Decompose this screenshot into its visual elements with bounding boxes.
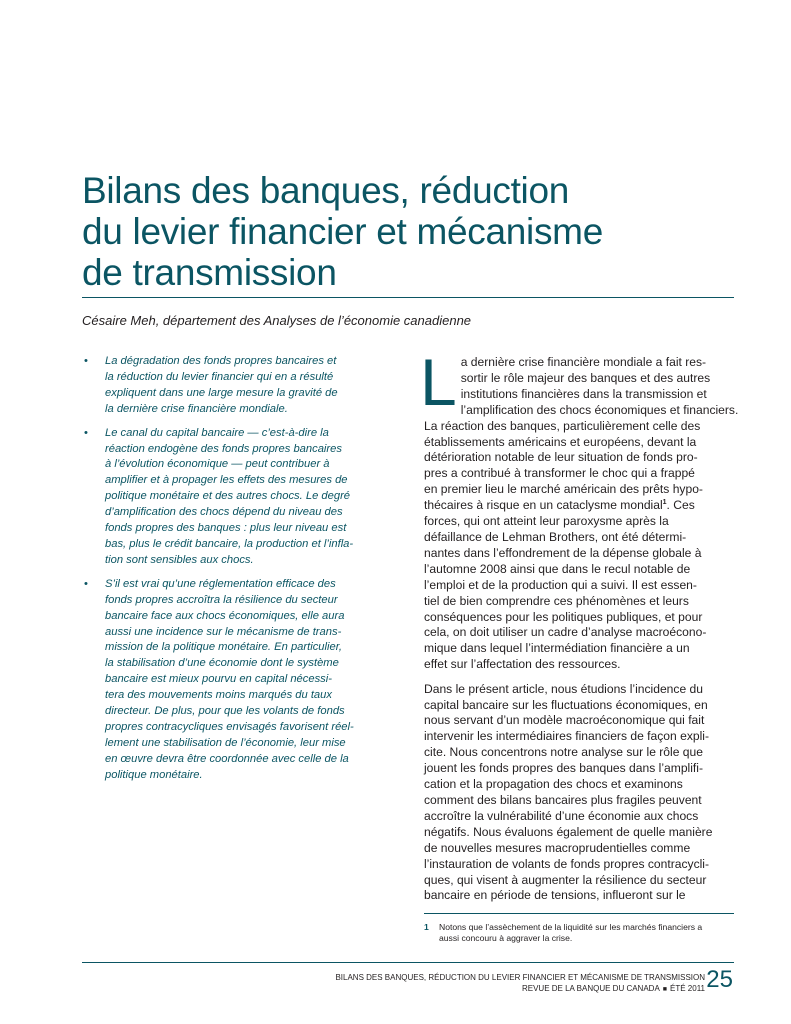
title-divider	[82, 297, 734, 298]
body-line: négatifs. Nous évaluons également de quelle manière	[424, 824, 713, 839]
summary-bullet	[82, 426, 392, 569]
footnote-line: aussi concouru à aggraver la crise.	[439, 933, 573, 943]
summary-bullets	[82, 354, 392, 792]
summary-line: directeur. De plus, pour que les volants de fonds	[105, 705, 345, 718]
body-line: comment des bilans bancaires plus fragiles peuvent	[424, 792, 702, 807]
body-paragraph	[420, 345, 739, 673]
summary-line: aussi une incidence sur le mécanisme de trans-	[105, 625, 342, 638]
summary-line: fonds propres accroîtra la résilience du secteur	[105, 593, 338, 606]
body-line: établissements américains et européens, devant la	[424, 434, 697, 449]
separator-square: ■	[662, 986, 668, 993]
summary-line: mission de la politique monétaire. En particulier,	[105, 641, 342, 654]
body-line: accroître la vulnérabilité d’une économie aux chocs	[424, 808, 699, 823]
body-line: cite. Nous concentrons notre analyse sur le rôle que	[424, 745, 703, 760]
body-line: nous servant d’un modèle macroéconomique qui fait	[424, 713, 705, 728]
body-line: l’amplification des chocs économiques et financiers.	[460, 402, 739, 417]
body-line: de nouvelles mesures macroprudentielles comme	[424, 840, 691, 855]
summary-line: expliquent dans une large mesure la gravité de	[105, 386, 338, 399]
body-line: capital bancaire sur les fluctuations économiques, en	[424, 697, 708, 712]
summary-line: propres contracycliques envisagés favorisent réel-	[105, 720, 354, 733]
summary-line: en œuvre devra être coordonnée avec celle de la	[105, 752, 349, 765]
body-line: nantes dans l’effondrement de la dépense globale à	[424, 545, 702, 560]
summary-line: à l’évolution économique — peut contribuer à	[105, 458, 330, 471]
summary-line: bancaire est mieux pourvu en capital nécessi-	[105, 673, 332, 686]
body-line: pres a contribué à transformer le choc qui a frappé	[424, 466, 695, 481]
body-line: conséquences pour les politiques publiques, et pour	[424, 609, 703, 624]
body-line	[424, 498, 736, 514]
body-line-text: . Ces	[666, 498, 695, 513]
summary-line: la stabilisation d’une économie dont le système	[105, 657, 339, 670]
body-line: cation et la propagation des chocs et examinons	[424, 777, 683, 792]
summary-bullet	[82, 577, 392, 784]
issue-label: ÉTÉ 2011	[670, 984, 705, 993]
publication-line	[335, 983, 705, 995]
summary-line: • S’il est vrai qu’une réglementation efficace des	[105, 577, 336, 590]
body-line: forces, qui ont atteint leur paroxysme après la	[424, 514, 669, 529]
summary-line: réaction endogène des fonds propres bancaires	[105, 442, 342, 455]
body-line: jouent les fonds propres des banques dans l’amplifi-	[424, 761, 703, 776]
footer-divider	[82, 962, 734, 963]
footnote-text	[424, 922, 736, 944]
body-line: en premier lieu le marché américain des prêts hypo-	[424, 482, 703, 497]
body-line: tiel de bien comprendre ces phénomènes et leurs	[424, 593, 689, 608]
summary-line: politique monétaire et des autres chocs. Le degré	[105, 490, 351, 503]
summary-line: lement une stabilisation de l’économie, leur mise	[105, 736, 346, 749]
article-title	[82, 170, 722, 293]
body-line: effet sur l’affectation des ressources.	[424, 657, 621, 672]
page-number: 25	[706, 966, 733, 993]
footnote-number: 1	[424, 922, 429, 932]
body-line: l’instauration de volants de fonds propres contracycli-	[424, 856, 710, 871]
title-line: Bilans des banques, réduction	[82, 170, 570, 211]
drop-cap: L	[420, 345, 457, 419]
body-line-text: thécaires à risque en un cataclysme mondial	[424, 498, 663, 513]
body-line: l’emploi et de la production qui a suivi. Il est essen-	[424, 577, 697, 592]
body-line: détérioration notable de leur situation de fonds pro-	[424, 450, 698, 465]
footnote-ref[interactable]: 1	[662, 499, 667, 507]
body-text	[420, 345, 739, 913]
summary-line: d’amplification des chocs dépend du niveau des	[105, 506, 343, 519]
title-line: de transmission	[82, 252, 337, 293]
footnote-line: Notons que l’assèchement de la liquidité sur les marchés financiers a	[439, 922, 703, 932]
body-paragraph	[424, 682, 736, 905]
summary-line: fonds propres des banques : plus leur niveau est	[105, 522, 347, 535]
author-line: Césaire Meh, département des Analyses de l’économie canadienne	[82, 313, 472, 328]
summary-line: tion sont sensibles aux chocs.	[105, 553, 254, 566]
body-line: intervenir les intermédiaires financiers de façon expli-	[424, 729, 710, 744]
title-line: du levier financier et mécanisme	[82, 211, 603, 252]
body-line: mique dans lequel l’intermédiation financière a un	[424, 641, 690, 656]
body-line: Dans le présent article, nous étudions l’incidence du	[424, 681, 703, 696]
summary-line: la réduction du levier financier qui en a résulté	[105, 370, 334, 383]
summary-line: • Le canal du capital bancaire — c’est-à-dire la	[105, 426, 329, 439]
summary-line: bancaire face aux chocs économiques, elle aura	[105, 609, 345, 622]
body-line: ques, qui visent à augmenter la résilience du secteur	[424, 872, 707, 887]
summary-bullet	[82, 354, 392, 418]
body-line: l’automne 2008 ainsi que dans le recul notable de	[424, 561, 691, 576]
summary-line: • La dégradation des fonds propres bancaires et	[105, 355, 337, 367]
summary-line: bas, plus le crédit bancaire, la production et l’infla-	[105, 537, 354, 550]
running-title: BILANS DES BANQUES, RÉDUCTION DU LEVIER FINANCIER ET MÉCANISME DE TRANSMISSION	[335, 973, 705, 982]
body-line: bancaire en période de tensions, influeront sur le	[424, 888, 686, 903]
publication-name: REVUE DE LA BANQUE DU CANADA	[521, 984, 660, 993]
running-footer	[335, 972, 705, 995]
summary-line: amplifier et à propager les effets des mesures de	[105, 474, 348, 487]
body-line: défaillance de Lehman Brothers, ont été détermi-	[424, 529, 687, 544]
summary-line: politique monétaire.	[105, 768, 203, 781]
footnote-divider	[424, 913, 734, 914]
body-line: institutions financières dans la transmission et	[460, 386, 707, 401]
summary-line: tera des mouvements moins marqués du taux	[105, 689, 332, 702]
summary-line: la dernière crise financière mondiale.	[105, 402, 288, 415]
footnote	[424, 922, 736, 944]
body-line: a dernière crise financière mondiale a fait res-	[460, 355, 707, 369]
body-line: La réaction des banques, particulièrement celle des	[424, 418, 701, 433]
body-line: cela, on doit utiliser un cadre d’analyse macroécono-	[424, 625, 707, 640]
body-line: sortir le rôle majeur des banques et des autres	[460, 370, 711, 385]
